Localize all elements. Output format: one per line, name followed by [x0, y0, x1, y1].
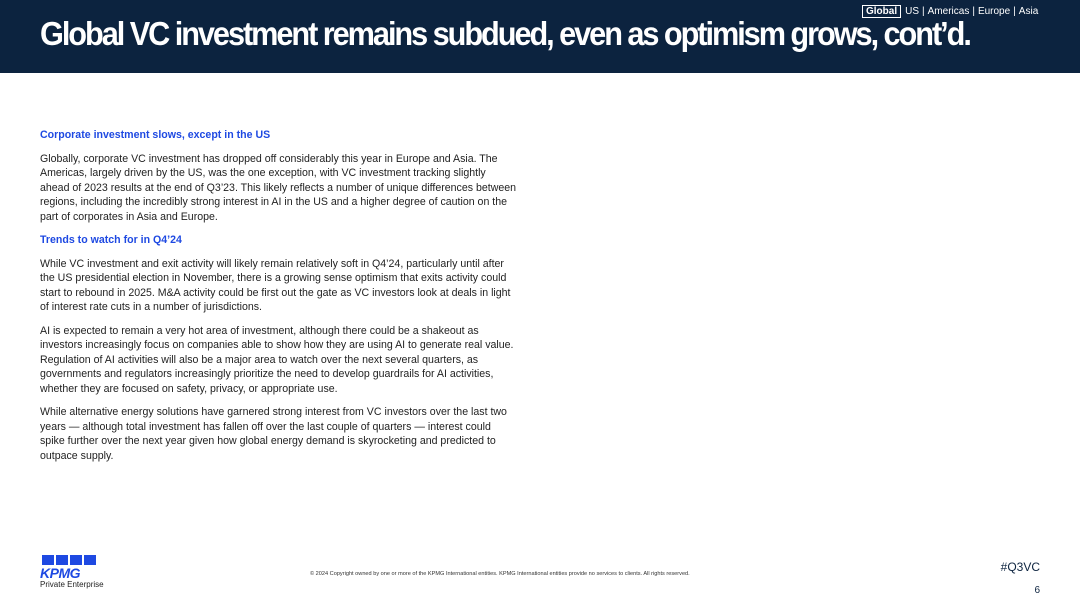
section-heading-corporate: Corporate investment slows, except in the US	[40, 129, 271, 141]
paragraph-corporate: Globally, corporate VC investment has dropped off considerably this year in Europe and Asia. The Americas, largely driven by the US, was the one exception, with VC investment tracking slightly ahead of 2023 results at the end of Q3’23. This likely reflects a number of unique differences between regions, including the incredibly strong interest in AI in the US and a higher degree of caution on the part of corporates in Asia and Europe.	[40, 152, 517, 223]
kpmg-logo-text: KPMG	[40, 565, 80, 581]
page-number: 6	[1034, 585, 1040, 596]
paragraph-exits: While VC investment and exit activity will likely remain relatively soft in Q4’24, particularly until after the US presidential election in November, there is a growing sense optimism that exits activity could start to rebound in 2025. M&A activity could be first out the gate as VC investors look at deals in light of interest rate cuts in a number of jurisdictions.	[40, 257, 511, 314]
nav-asia-link[interactable]: Asia	[1018, 5, 1039, 17]
nav-americas-link[interactable]: Americas	[927, 5, 970, 17]
paragraph-ai: AI is expected to remain a very hot area of investment, although there could be a shakeout as investors increasingly focus on companies able to show how they are using AI to generate real value. Regulation of AI activities will also be a major area to watch over the next several quarters, as governments and regulators increasingly prioritize the need to develop guardrails for AI activities, whether they are focused on safety, privacy, or appropriate use.	[40, 324, 514, 395]
nav-separator: |	[972, 5, 975, 17]
hashtag: #Q3VC	[1000, 560, 1040, 574]
nav-europe-link[interactable]: Europe	[977, 5, 1011, 17]
section-heading-trends: Trends to watch for in Q4’24	[40, 234, 182, 247]
paragraph-energy: While alternative energy solutions have garnered strong interest from VC investors over the last two years — although total investment has fallen off over the last couple of quarters — interest could spike further over the next year given how global energy demand is skyrocketing and predicted to outpace supply.	[40, 406, 507, 462]
region-nav	[862, 5, 1038, 18]
copyright-notice: © 2024 Copyright owned by one or more of the KPMG International entities. KPMG International entities provide no services to clients. All rights reserved.	[310, 571, 690, 577]
kpmg-logo-subtext: Private Enterprise	[40, 580, 104, 589]
page-title: Global VC investment remains subdued, even as optimism grows, cont’d.	[40, 15, 970, 52]
nav-global-active[interactable]: Global	[862, 5, 901, 18]
nav-separator: |	[1013, 5, 1016, 17]
kpmg-logo	[40, 555, 112, 595]
kpmg-logo-boxes-icon	[42, 555, 112, 565]
nav-us-link[interactable]: US	[905, 5, 920, 17]
body-content	[40, 128, 518, 472]
header-bar	[0, 0, 1080, 73]
nav-separator: |	[922, 5, 925, 17]
